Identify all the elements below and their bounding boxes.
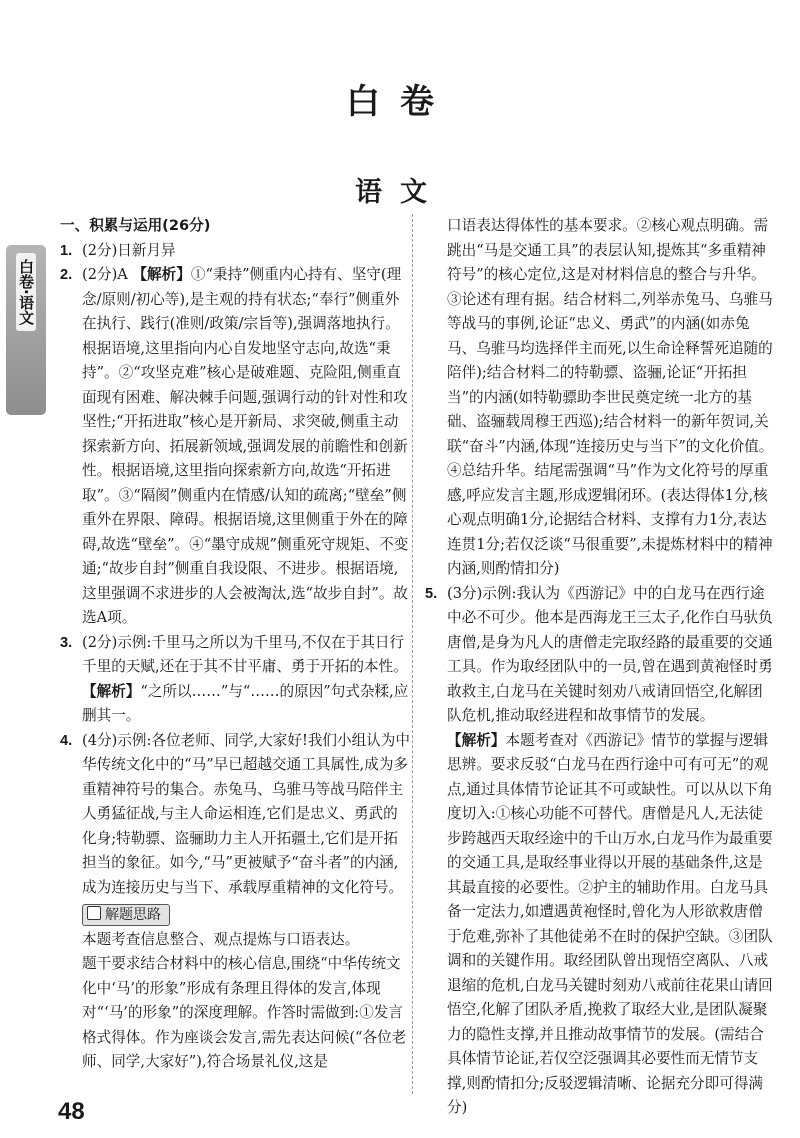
analysis-tag: 【解析】 [132,266,191,283]
column-divider [412,214,413,1094]
solution-paragraph: 题干要求结合材料中的核心信息,围绕“中华传统文化中‘马’的形象”形成有条理且得体的发言,体现对“‘马’的形象”的深度理解。作答时需做到:①发言格式得体。作为座谈会发言,需先表达问候(“各位老师、同学,大家好”),符合场景礼仪,这是 [82,955,407,1070]
solution-ideas-body [60,928,412,1075]
question-number: 5. [425,585,438,602]
answer-text: (2分)示例:千里马之所以为千里马,不仅在于其日行千里的天赋,还在于其不甘平庸、勇于开拓的本性。 [82,633,408,675]
analysis-block [82,680,412,729]
answer-text: (2分)日新月异 [82,241,176,259]
question-4 [60,729,412,901]
question-1 [60,239,412,264]
badge-label: 解题思路 [105,907,161,923]
page-number: 48 [58,1098,85,1125]
page-main-title: 白卷 [346,82,454,122]
subject-title: 语文 [355,177,445,208]
side-tab [6,245,46,415]
question-5 [425,582,777,1121]
question-number: 2. [60,267,73,283]
analysis-tag: 【解析】 [447,731,506,749]
right-column [425,214,777,1121]
section-heading: 一、积累与运用(26分) [60,217,211,234]
analysis-text: 本题考查对《西游记》情节的掌握与逻辑思辨。要求反驳“白龙马在西行途中可有可无”的观点,通过具体情节论证其不可或缺性。可以从以下角度切入:①核心功能不可替代。唐僧是凡人,无法徒步跨越西天取经途中的千山万水,白龙马作为最重要的交通工具,是取经事业得以开展的基础条件,这是其最直接的必要性。②护主的辅助作用。白龙马具备一定法力,如遭遇黄袍怪时,曾化为人形欲救唐僧于危难,弥补了其他徒弟不在时的保护空缺。③团队调和的关键作用。取经团队曾出现悟空离队、八戒退缩的危机,白龙马关键时刻劝八戒前往花果山请回悟空,化解了团队矛盾,挽救了取经大业,是团队凝聚力的隐性支撑,并且推动故事情节的发展。(需结合具体情节论证,若仅空泛强调其必要性而无情节支撑,则酌情扣分;反驳逻辑清晰、论据充分即可得满分) [447,731,773,1116]
analysis-block [447,729,777,1121]
answer-text: (2分)A [82,266,128,283]
question-3 [60,631,412,729]
left-column [60,214,412,1075]
solution-ideas-badge [82,904,170,926]
analysis-text: ①“秉持”侧重内心持有、坚守(理念/原则/初心等),是主观的持有状态;“奉行”侧重外在执行、践行(准则/政策/宗旨等),强调落地执行。根据语境,这里指向内心自发地坚守志向,故选“秉持”。②“攻坚克难”核心是破难题、克险阻,侧重直面现有困难、解决棘手问题,强调行动的针对性和攻坚性;“开拓进取”核心是开新局、求突破,侧重主动探索新方向、拓展新领域,强调发展的前瞻性和创新性。根据语境,这里指向探索新方向,故选“开拓进取”。③“隔阂”侧重内在情感/认知的疏离;“壁垒”侧重外在界限、障碍。根据语境,这里侧重于外在的障碍,故选“壁垒”。④“墨守成规”侧重死守规矩、不变通;“故步自封”侧重自我设限、不进步。根据语境,这里强调不求进步的人会被淘汰,选“故步自封”。故选A项。 [82,266,409,626]
answer-text: (3分)示例:我认为《西游记》中的白龙马在西行途中必不可少。他本是西海龙王三太子,化作白马驮负唐僧,是身为凡人的唐僧走完取经路的最重要的交通工具。作为取经团队中的一员,曾在遇到黄袍怪时勇敢救主,白龙马在关键时刻劝八戒请回悟空,化解团队危机,推动取经进程和故事情节的发展。 [447,584,773,724]
answer-text: (4分)示例:各位老师、同学,大家好!我们小组认为中华传统文化中的“马”早已超越交通工具属性,成为多重精神符号的集合。赤兔马、乌骓马等战马陪伴主人勇猛征战,与主人命运相连,它们是忠义、勇武的化身;特勒骠、盗骊助力主人开拓疆土,它们是开拓担当的象征。如今,“马”更被赋予“奋斗者”的内涵,成为连接历史与当下、承载厚重精神的文化符号。 [82,731,410,896]
analysis-tag: 【解析】 [82,682,141,700]
question-number: 4. [60,732,73,749]
solution-paragraph: 口语表达得体性的基本要求。②核心观点明确。需跳出“马是交通工具”的表层认知,提炼其“多重精神符号”的核心定位,这是对材料信息的整合与升华。③论述有理有据。结合材料二,列举赤兔马、乌骓马等战马的事例,论证“忠义、勇武”的内涵(如赤兔马、乌骓马均选择伴主而死,以生命诠释誓死追随的陪伴);结合材料二的特勒骠、盗骊,论证“开拓担当”的内涵(如特勒骠助李世民奠定统一北方的基础、盗骊载周穆王西巡);结合材料一的新年贺词,关联“奋斗”内涵,体现“连接历史与当下”的文化价值。④总结升华。结尾需强调“马”作为文化符号的厚重感,呼应发言主题,形成逻辑闭环。(表达得体1分,核心观点明确1分,论据结合材料、支撑有力1分,表达连贯1分;若仅泛谈“马很重要”,未提炼材料中的精神内涵,则酌情扣分) [447,217,774,577]
solution-ideas-continued [425,214,777,582]
pencil-note-icon [87,906,101,920]
question-number: 1. [60,242,73,259]
solution-paragraph: 本题考查信息整合、观点提炼与口语表达。 [82,930,360,948]
question-number: 3. [60,634,73,651]
analysis-text: “之所以……”与“……的原因”句式杂糅,应删其一。 [82,682,409,724]
question-2 [60,263,412,631]
side-tab-label: 白卷·语文 [16,253,36,331]
